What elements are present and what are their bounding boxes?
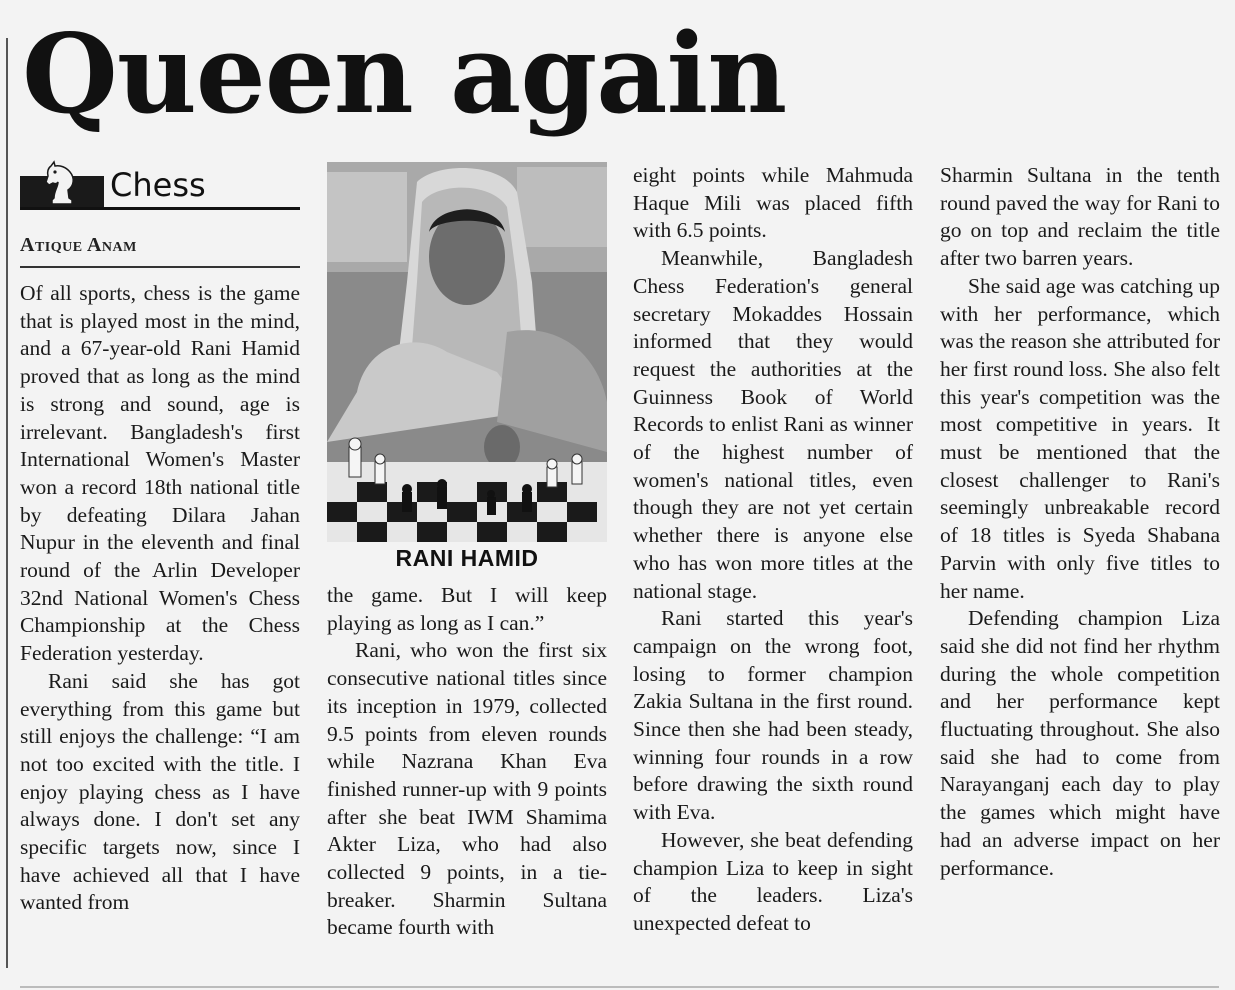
photo-caption: RANI HAMID — [395, 545, 539, 571]
byline: Atique Anam — [20, 234, 137, 256]
section-tag — [20, 162, 300, 210]
section-tag-block — [20, 176, 104, 208]
article-paragraph: Rani, who won the first six consecutive national titles since its inception in 1979, collected 9.5 points from eleven rounds while Nazrana Khan Eva finished runner-up with 9 points after she beat IWM Shamima Akter Liza, who had also collected 9 points, in a tie-breaker. Sharmin Sultana became fourth with — [327, 638, 607, 940]
article-paragraph: Rani started this year's campaign on the wrong foot, losing to former champion Zakia Sultana in the first round. Since then she had been steady, winning four rounds in a row before drawing the sixth round with Eva. — [633, 606, 913, 825]
article-paragraph: eight points while Mahmuda Haque Mili was placed fifth with 6.5 points. — [633, 163, 913, 243]
chess-knight-icon — [44, 160, 80, 208]
headline: Queen again — [22, 9, 787, 138]
column-rule — [6, 38, 8, 968]
article-paragraph: However, she beat defending champion Liza to keep in sight of the leaders. Liza's unexpected defeat to — [633, 827, 913, 935]
article-column-1 — [20, 280, 300, 917]
section-label: Chess — [110, 166, 206, 204]
section-rule — [20, 207, 300, 210]
article-paragraph: Rani said she has got everything from this game but still enjoys the challenge: “I am not too excited with the title. I enjoy playing chess as I have always done. I don't set any specific targets now, since I have achieved all that I have wanted from — [20, 668, 300, 915]
photo-illustration — [327, 162, 607, 542]
news-photo — [327, 162, 607, 542]
article-paragraph: Of all sports, chess is the game that is played most in the mind, and a 67-year-old Rani Hamid proved that as long as the mind is strong and sound, age is irrelevant. Bangladesh's first International Women's Master won a record 18th national title by defeating Dilara Jahan Nupur in the eleventh and final round of the Arlin Developer 32nd National Women's Chess Championship at the Chess Federation yesterday. — [20, 281, 300, 666]
article-paragraph: She said age was catching up with her performance, which was the reason she attributed for her first round loss. She also felt this year's competition was the most competitive in years. It must be mentioned that the closest challenger to Rani's seemingly unbreakable record of 18 titles is Syeda Shabana Parvin with only five titles to her name. — [940, 273, 1220, 603]
article-paragraph: Sharmin Sultana in the tenth round paved the way for Rani to go on top and reclaim the title after two barren years. — [940, 163, 1220, 271]
article-column-3 — [633, 162, 913, 938]
article-column-2 — [327, 582, 607, 942]
article-column-4 — [940, 162, 1220, 882]
article-paragraph: the game. But I will keep playing as long as I can.” — [327, 583, 607, 635]
bottom-rule — [20, 986, 1219, 988]
article-paragraph: Defending champion Liza said she did not find her rhythm during the whole competition and her performance kept fluctuating throughout. She also said she had to come from Narayanganj each day to play the games which might have had an adverse impact on her performance. — [940, 606, 1220, 880]
article-paragraph: Meanwhile, Bangladesh Chess Federation's general secretary Mokaddes Hossain informed that they would request the authorities at the Guinness Book of World Records to enlist Rani as winner of the highest number of women's national titles, even though they are not yet certain whether there is anyone else who has won more titles at the national stage. — [633, 246, 913, 603]
byline-rule — [20, 266, 300, 268]
